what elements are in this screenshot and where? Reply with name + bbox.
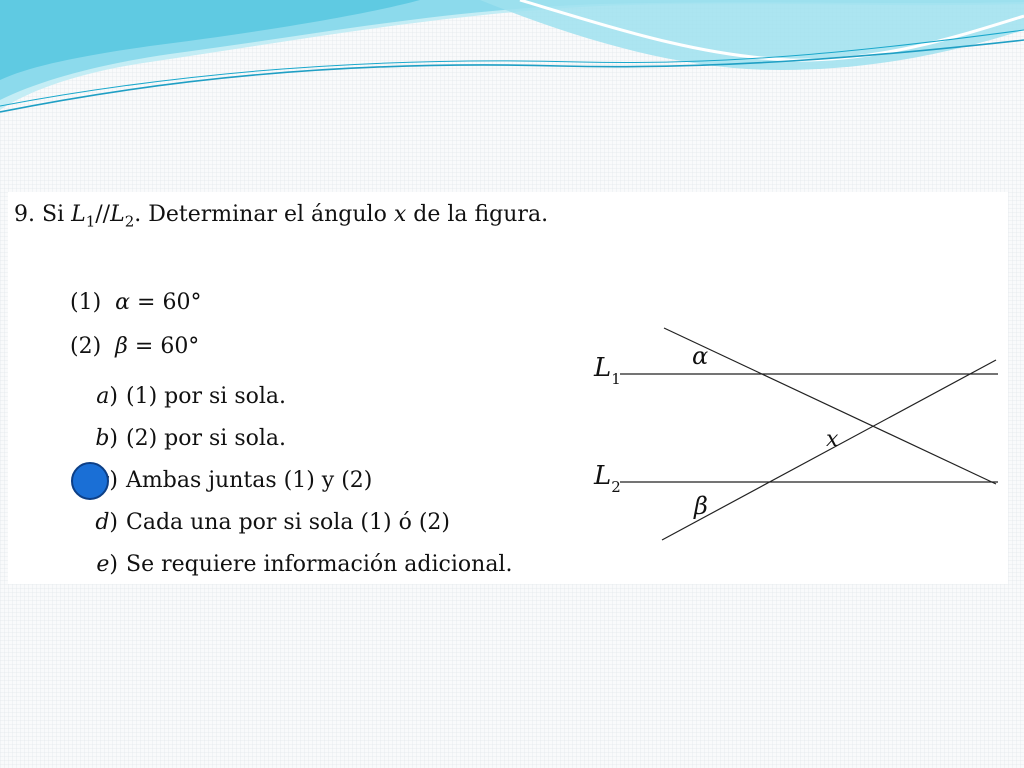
condition-2-value: = 60° (134, 334, 200, 359)
option-a[interactable] (80, 384, 286, 409)
option-b-letter: b) (95, 426, 118, 451)
condition-1-label: (1) (70, 290, 102, 315)
header-wave-decoration (0, 0, 1024, 120)
option-c[interactable] (80, 468, 372, 493)
option-d[interactable] (80, 510, 450, 535)
question-statement (14, 202, 548, 230)
question-panel (8, 192, 1008, 584)
condition-1-value: = 60° (137, 290, 202, 315)
question-statement-end: de la figura. (413, 202, 549, 227)
figure-label-beta: β (694, 492, 708, 520)
question-statement-text: . Determinar el ángulo (134, 202, 387, 227)
option-e[interactable] (80, 552, 512, 577)
option-a-text: (1) por si sola. (126, 384, 286, 409)
line-l1-subscript: 1 (85, 212, 96, 231)
condition-2 (70, 334, 199, 359)
option-e-text: Se requiere información adicional. (126, 552, 513, 577)
option-c-letter: ) (109, 468, 118, 493)
condition-2-symbol: β (115, 334, 128, 359)
option-c-text: Ambas juntas (1) y (2) (126, 468, 373, 493)
option-e-letter: e) (96, 552, 118, 577)
condition-1 (70, 290, 201, 315)
option-a-letter: a) (96, 384, 118, 409)
option-d-letter: d) (95, 510, 118, 535)
figure-label-l1: $L_1$ (594, 353, 621, 388)
condition-2-label: (2) (70, 334, 102, 359)
line-l2-subscript: 2 (124, 212, 135, 231)
transversal-descending (664, 328, 996, 484)
parallel-symbol: // (95, 202, 111, 227)
line-l1-name: L (71, 202, 86, 227)
option-d-text: Cada una por si sola (1) ó (2) (126, 510, 450, 535)
line-l2-name: L (110, 202, 125, 227)
figure-label-alpha: α (692, 342, 709, 370)
figure-label-l2: $L_2$ (594, 461, 621, 496)
question-number: 9. (14, 202, 35, 227)
question-variable: x (393, 202, 407, 227)
figure-label-x: x (826, 427, 839, 452)
selected-answer-marker (71, 462, 109, 500)
option-b-text: (2) por si sola. (126, 426, 286, 451)
parallel-lines-figure (580, 322, 1008, 552)
condition-1-symbol: α (115, 290, 131, 315)
option-b[interactable] (80, 426, 286, 451)
question-intro: Si (42, 202, 65, 227)
